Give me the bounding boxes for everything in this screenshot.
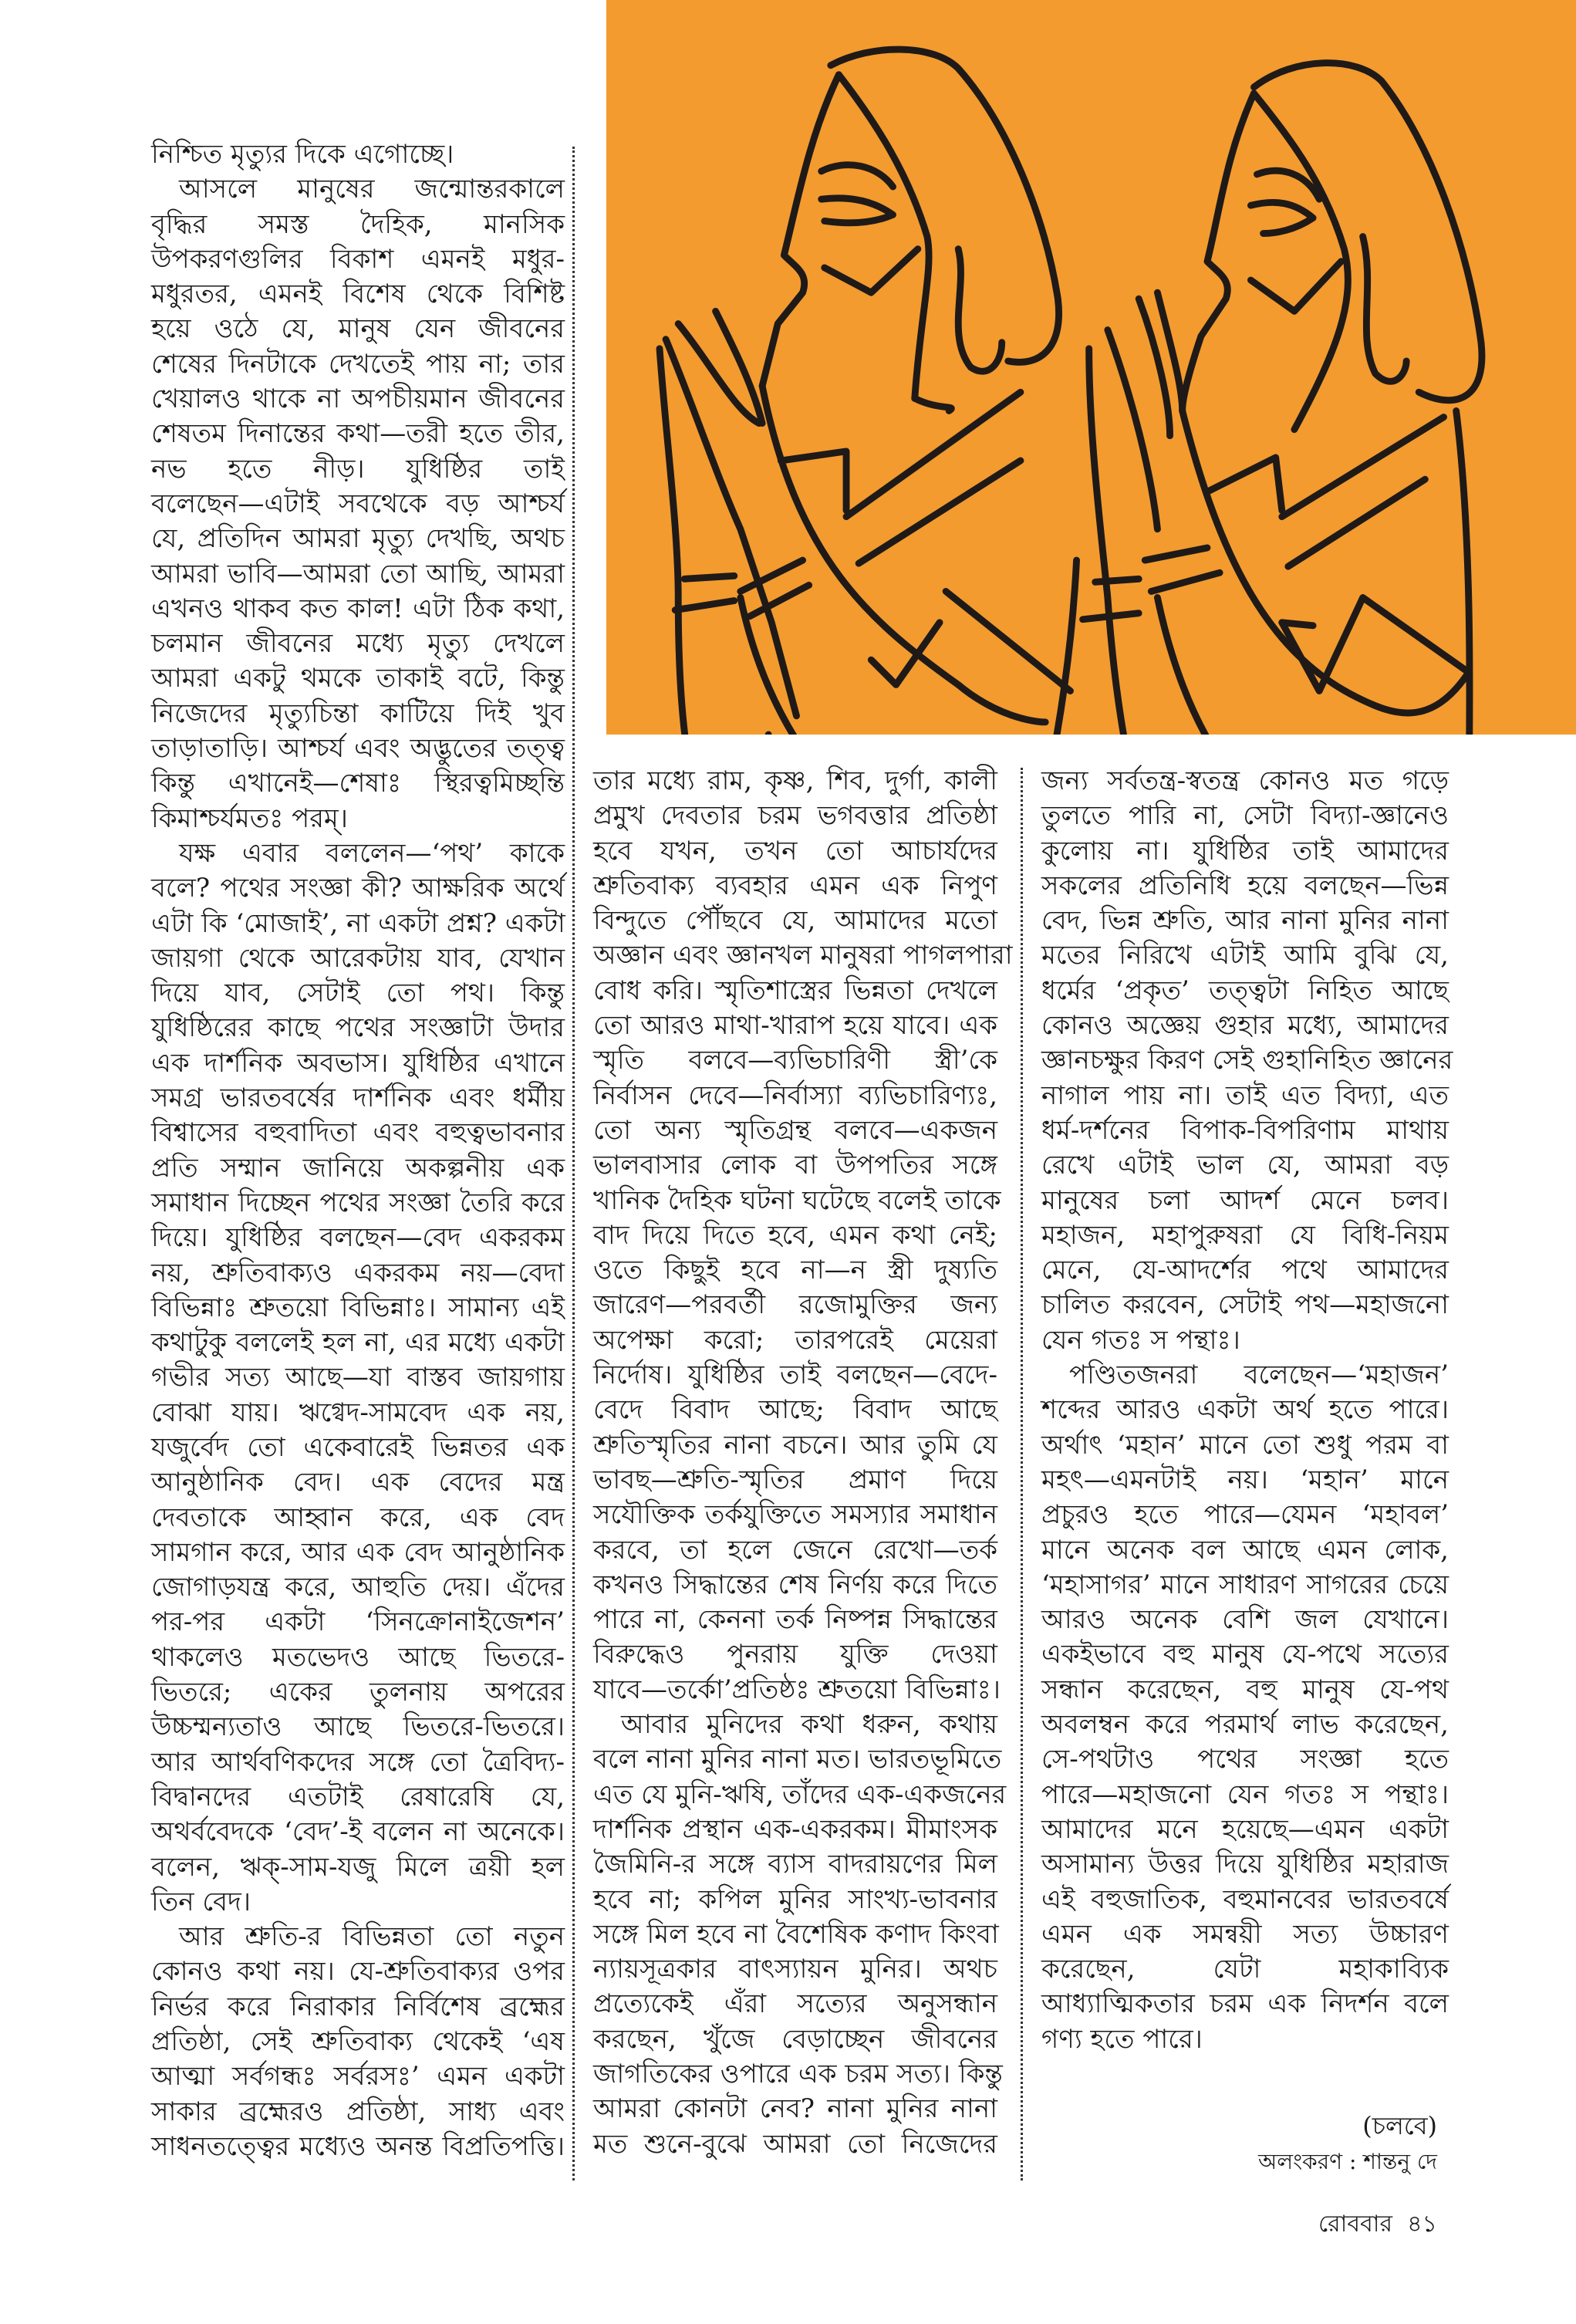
text-line: কিন্তু এখানেই—শেষাঃ স্থিরত্বমিচ্ছন্তি [151,768,565,799]
text-line: প্রতি সম্মান জানিয়ে অকল্পনীয় এক [151,1152,565,1184]
text-line: বোঝা যায়। ঋগ্বেদ-সামবেদ এক নয়, [151,1397,565,1428]
text-line: শেষের দিনটাকে দেখতেই পায় না; তার [151,348,565,380]
text-line: প্রতিষ্ঠা, সেই শ্রুতিবাক্য থেকেই ‘এষ [151,2026,565,2058]
text-line: মতের নিরিখে এটাই আমি বুঝি যে, [1041,940,1449,971]
text-line: সাধনতত্ত্বের মধ্যেও অনন্ত বিপ্রতিপত্তি। [151,2130,565,2162]
text-line: মেনে, যে-আদর্শের পথে আমাদের [1041,1255,1449,1286]
text-line: সঙ্গে মিল হবে না বৈশেষিক কণাদ কিংবা [593,1918,999,1950]
text-line: প্রমুখ দেবতার চরম ভগবত্তার প্রতিষ্ঠা [593,800,997,832]
text-line: আমরা একটু থমকে তাকাই বটে, কিন্তু [151,663,565,694]
text-line: অসামান্য উত্তর দিয়ে যুধিষ্ঠির মহারাজ [1041,1849,1449,1880]
column-divider [1021,768,1023,2180]
text-line: জাগতিকের ওপারে এক চরম সত্য। কিন্তু [593,2058,1003,2089]
text-line: আর শ্রুতি-র বিভিন্নতা তো নতুন [179,1921,565,1953]
text-line: অপেক্ষা করো; তারপরেই মেয়েরা [593,1324,997,1356]
text-line: কুলোয় না। যুধিষ্ঠির তাই আমাদের [1041,835,1449,866]
page-footer [1318,2205,1437,2245]
text-line: আধ্যাত্মিকতার চরম এক নিদর্শন বলে [1041,1988,1449,2020]
text-line: যাবে—তর্কো’প্রতিষ্ঠঃ শ্রুতয়ো বিভিন্নাঃ। [593,1674,1001,1705]
article-column-3 [1041,764,1453,2057]
text-line: সযৌক্তিক তর্কযুক্তিতে সমস্যার সমাধান [593,1499,997,1531]
text-line: দিয়ে যাব, সেটাই তো পথ। কিন্তু [151,978,565,1009]
text-line: নিজেদের মৃত্যুচিন্তা কাটিয়ে দিই খুব [151,698,565,729]
text-line: শব্দের আরও একটা অর্থ হতে পারে। [1041,1394,1449,1426]
text-line: কিমাশ্চর্যমতঃ পরম্। [151,802,348,834]
text-line: পারে—মহাজনো যেন গতঃ স পন্থাঃ। [1041,1778,1449,1810]
text-line: সমগ্র ভারতবর্ষের দার্শনিক এবং ধর্মীয় [151,1083,565,1114]
text-line: বলে নানা মুনির নানা মত। ভারতভূমিতে [593,1744,1002,1775]
text-line: এত যে মুনি-ঋষি, তাঁদের এক-একজনের [593,1778,1007,1810]
text-line: আরও অনেক বেশি জল যেখানে। [1041,1604,1449,1636]
text-line: যুধিষ্ঠিরের কাছে পথের সংজ্ঞাটা উদার [151,1012,565,1044]
text-line: আনুষ্ঠানিক বেদ। এক বেদের মন্ত্র [151,1467,565,1498]
illustration-praying-figures [606,0,1576,735]
text-line: উপকরণগুলির বিকাশ এমনই মধুর- [151,243,565,275]
text-line: ‘মহাসাগর’ মানে সাধারণ সাগরের চেয়ে [1041,1569,1449,1600]
text-line: বলে? পথের সংজ্ঞা কী? আক্ষরিক অর্থে [151,873,565,904]
text-line: আমাদের মনে হয়েছে—এমন একটা [1041,1813,1449,1845]
text-line: এটা কি ‘মোজাই’, না একটা প্রশ্ন? একটা [151,907,565,939]
text-line: অথর্ববেদকে ‘বেদ’-ই বলেন না অনেকে। [151,1816,565,1848]
text-line: বিশ্বাসের বহুবাদিতা এবং বহুত্বভাবনার [151,1117,565,1149]
text-line: অজ্ঞান এবং জ্ঞানখল মানুষরা পাগলপারা [593,940,1013,971]
text-line: পণ্ডিতজনরা বলেছেন—‘মহাজন’ [1069,1360,1449,1391]
figure-right [1083,63,1482,735]
text-line: হয়ে ওঠে যে, মানুষ যেন জীবনের [151,313,565,345]
text-line: করছেন, খুঁজে বেড়াচ্ছেন জীবনের [593,2023,997,2055]
text-line: এখনও থাকব কত কাল! এটা ঠিক কথা, [151,593,565,624]
text-line: থাকলেও মতভেদও আছে ভিতরে- [151,1641,565,1673]
text-line: আবার মুনিদের কথা ধরুন, কথায় [621,1709,997,1741]
text-line: শেষতম দিনান্তের কথা—তরী হতে তীর, [151,418,565,450]
text-line: তো আরও মাথা-খারাপ হয়ে যাবে। এক [593,1010,997,1042]
text-line: তাড়াতাড়ি। আশ্চর্য এবং অদ্ভুতের তত্ত্ব [151,733,565,765]
text-line: জারেণ—পরবর্তী রজোমুক্তির জন্য [593,1289,997,1321]
text-line: শ্রুতিবাক্য ব্যবহার এমন এক নিপুণ [593,870,997,901]
text-line: সমাধান দিচ্ছেন পথের সংজ্ঞা তৈরি করে [151,1187,565,1218]
text-line: জ্ঞানচক্ষুর কিরণ সেই গুহানিহিত জ্ঞানের [1041,1045,1453,1076]
text-line: পারে না, কেননা তর্ক নিষ্পন্ন সিদ্ধান্তের [593,1604,997,1636]
text-line: যক্ষ এবার বললেন—‘পথ’ কাকে [179,837,565,869]
text-line: দিয়ে। যুধিষ্ঠির বলছেন—বেদ একরকম [151,1222,565,1254]
text-line: যে, প্রতিদিন আমরা মৃত্যু দেখছি, অথচ [151,523,565,555]
text-line: নির্বাসন দেবে—নির্বাস্যা ব্যভিচারিণ্যঃ, [593,1079,997,1111]
text-line: বলেছেন—এটাই সবথেকে বড় আশ্চর্য [151,488,565,519]
illustration-credit: অলংকরণ : শান্তনু দে [1258,2149,1437,2174]
text-line: সামগান করে, আর এক বেদ আনুষ্ঠানিক [151,1536,565,1568]
text-line: স্মৃতি বলবে—ব্যভিচারিণী স্ত্রী’কে [593,1045,997,1076]
text-line: গভীর সত্য আছে—যা বাস্তব জায়গায় [151,1362,565,1393]
text-line: নির্দোষ। যুধিষ্ঠির তাই বলছেন—বেদে- [593,1360,997,1391]
text-line: প্রত্যেকেই এঁরা সত্যের অনুসন্ধান [593,1988,997,2020]
text-line: আমরা কোনটা নেব? নানা মুনির নানা [593,2093,997,2125]
text-line: জায়গা থেকে আরেকটায় যাব, যেখান [151,942,565,974]
text-line: কোনও অজ্ঞেয় গুহার মধ্যে, আমাদের [1041,1010,1449,1042]
text-line: নিশ্চিত মৃত্যুর দিকে এগোচ্ছে। [151,139,454,170]
text-line: বিভিন্নাঃ শ্রুতয়ো বিভিন্নাঃ। সামান্য এই [151,1292,565,1323]
text-line: বলেন, ঋক্-সাম-যজু মিলে ত্রয়ী হল [151,1851,565,1883]
text-line: খেয়ালও থাকে না অপচীয়মান জীবনের [151,383,565,415]
text-line: অবলম্বন করে পরমার্থ লাভ করেছেন, [1041,1709,1449,1741]
text-line: শ্রুতিস্মৃতির নানা বচনে। আর তুমি যে [593,1429,997,1461]
text-line: এক দার্শনিক অবভাস। যুধিষ্ঠির এখানে [151,1047,565,1079]
article-column-1 [151,137,565,2164]
page-number: ৪১ [1407,2211,1437,2238]
text-line: আত্মা সর্বগন্ধঃ সর্বরসঃ’ এমন একটা [151,2061,565,2093]
figure-left [660,49,1077,735]
text-line: নাগাল পায় না। তাই এত বিদ্যা, এত [1041,1079,1449,1111]
text-line: চলমান জীবনের মধ্যে মৃত্যু দেখলে [151,628,565,660]
text-line: ধর্মের ‘প্রকৃত’ তত্ত্বটা নিহিত আছে [1041,975,1449,1006]
text-line: বিন্দুতে পৌঁছবে যে, আমাদের মতো [593,905,997,937]
text-line: দেবতাকে আহ্বান করে, এক বেদ [151,1501,565,1533]
text-line: কখনও সিদ্ধান্তের শেষ নির্ণয় করে দিতে [593,1569,997,1600]
text-line: বাদ দিয়ে দিতে হবে, এমন কথা নেই; [593,1219,997,1251]
text-line: বেদ, ভিন্ন শ্রুতি, আর নানা মুনির নানা [1041,905,1449,937]
magazine-name: রোববার [1318,2211,1392,2238]
text-line: সকলের প্রতিনিধি হয়ে বলছেন—ভিন্ন [1041,870,1449,901]
text-line: মানে অনেক বল আছে এমন লোক, [1041,1534,1449,1566]
text-line: ভিতরে; একের তুলনায় অপরের [151,1677,565,1708]
text-line: মহাজন, মহাপুরুষরা যে বিধি-নিয়ম [1041,1219,1449,1251]
text-line: মধুরতর, এমনই বিশেষ থেকে বিশিষ্ট [151,279,565,310]
text-line: বোধ করি। স্মৃতিশাস্ত্রের ভিন্নতা দেখলে [593,975,997,1006]
text-line: চালিত করবেন, সেটাই পথ—মহাজনো [1041,1289,1449,1321]
text-line: করবে, তা হলে জেনে রেখো—তর্ক [593,1534,997,1566]
text-line: যেন গতঃ স পন্থাঃ। [1041,1324,1240,1356]
text-line: উচ্চম্মন্যতাও আছে ভিতরে-ভিতরে। [151,1711,565,1743]
text-line: ধর্ম-দর্শনের বিপাক-বিপরিণাম মাথায় [1041,1114,1449,1146]
text-line: যজুর্বেদ তো একেবারেই ভিন্নতর এক [151,1431,565,1463]
continued-label: (চলবে) [1362,2111,1437,2140]
text-line: কথাটুকু বললেই হল না, এর মধ্যে একটা [151,1327,565,1359]
article-column-2 [593,764,1013,2162]
text-line: তিন বেদ। [151,1886,251,1917]
text-line: মহৎ—এমনটাই নয়। ‘মহান’ মানে [1041,1464,1449,1495]
text-line: বেদে বিবাদ আছে; বিবাদ আছে [593,1394,997,1426]
text-line: বিদ্বানদের এতটাই রেষারেষি যে, [151,1781,565,1812]
text-line: করেছেন, যেটা মহাকাব্যিক [1041,1954,1449,1985]
text-line: নয়, শ্রুতিবাক্যও একরকম নয়—বেদা [151,1257,565,1289]
text-line: প্রচুরও হতে পারে—যেমন ‘মহাবল’ [1041,1499,1449,1531]
text-line: দার্শনিক প্রস্থান এক-একরকম। মীমাংসক [593,1813,997,1845]
text-line: জন্য সর্বতন্ত্র-স্বতন্ত্র কোনও মত গড়ে [1041,765,1449,796]
column-divider [572,147,575,2180]
text-line: সাকার ব্রহ্মেরও প্রতিষ্ঠা, সাধ্য এবং [151,2096,565,2127]
text-line: একইভাবে বহু মানুষ যে-পথে সত্যের [1041,1639,1449,1670]
text-line: আমরা ভাবি—আমরা তো আছি, আমরা [151,558,565,589]
text-line: হবে যখন, তখন তো আচার্যদের [593,835,997,866]
text-line: সন্ধান করেছেন, বহু মানুষ যে-পথ [1041,1674,1449,1705]
text-line: বৃদ্ধির সমস্ত দৈহিক, মানসিক [151,208,565,240]
text-line: খানিক দৈহিক ঘটনা ঘটেছে বলেই তাকে [593,1184,1001,1216]
text-line: মানুষের চলা আদর্শ মেনে চলব। [1041,1184,1449,1216]
text-line: নভ হতে নীড়। যুধিষ্ঠির তাই [151,453,565,485]
text-line: গণ্য হতে পারে। [1041,2023,1203,2055]
text-line: হবে না; কপিল মুনির সাংখ্য-ভাবনার [593,1883,997,1915]
text-line: আসলে মানুষের জন্মোন্তরকালে [179,174,565,205]
text-line: তো অন্য স্মৃতিগ্রন্থ বলবে—একজন [593,1114,997,1146]
text-line: পর-পর একটা ‘সিনক্রোনাইজেশন’ [151,1606,565,1638]
text-line: আর আর্থবণিকদের সঙ্গে তো ত্রৈবিদ্য- [151,1746,565,1778]
text-line: জৈমিনি-র সঙ্গে ব্যাস বাদরায়ণের মিল [593,1849,997,1880]
text-line: ভালবাসার লোক বা উপপতির সঙ্গে [593,1150,997,1181]
text-line: ন্যায়সূত্রকার বাৎস্যায়ন মুনির। অথচ [593,1954,997,1985]
text-line: সে-পথটাও পথের সংজ্ঞা হতে [1041,1744,1449,1775]
text-line: রেখে এটাই ভাল যে, আমরা বড় [1041,1150,1449,1181]
text-line: এমন এক সমন্বয়ী সত্য উচ্চারণ [1041,1918,1449,1950]
text-line: ভাবছ—শ্রুতি-স্মৃতির প্রমাণ দিয়ে [593,1464,997,1495]
text-line: জোগাড়যন্ত্র করে, আহুতি দেয়। এঁদের [151,1572,565,1603]
text-line: নির্ভর করে নিরাকার নির্বিশেষ ব্রহ্মের [151,1991,565,2022]
text-line: অর্থাৎ ‘মহান’ মানে তো শুধু পরম বা [1041,1429,1449,1461]
text-line: তার মধ্যে রাম, কৃষ্ণ, শিব, দুর্গা, কালী [593,765,997,796]
text-line: এই বহুজাতিক, বহুমানবের ভারতবর্ষে [1041,1883,1449,1915]
text-line: মত শুনে-বুঝে আমরা তো নিজেদের [593,2128,997,2160]
text-line: ওতে কিছুই হবে না—ন স্ত্রী দুষ্যতি [593,1255,997,1286]
text-line: কোনও কথা নয়। যে-শ্রুতিবাক্যর ওপর [151,1956,565,1988]
text-line: তুলতে পারি না, সেটা বিদ্যা-জ্ঞানেও [1041,800,1449,832]
text-line: বিরুদ্ধেও পুনরায় যুক্তি দেওয়া [593,1639,997,1670]
